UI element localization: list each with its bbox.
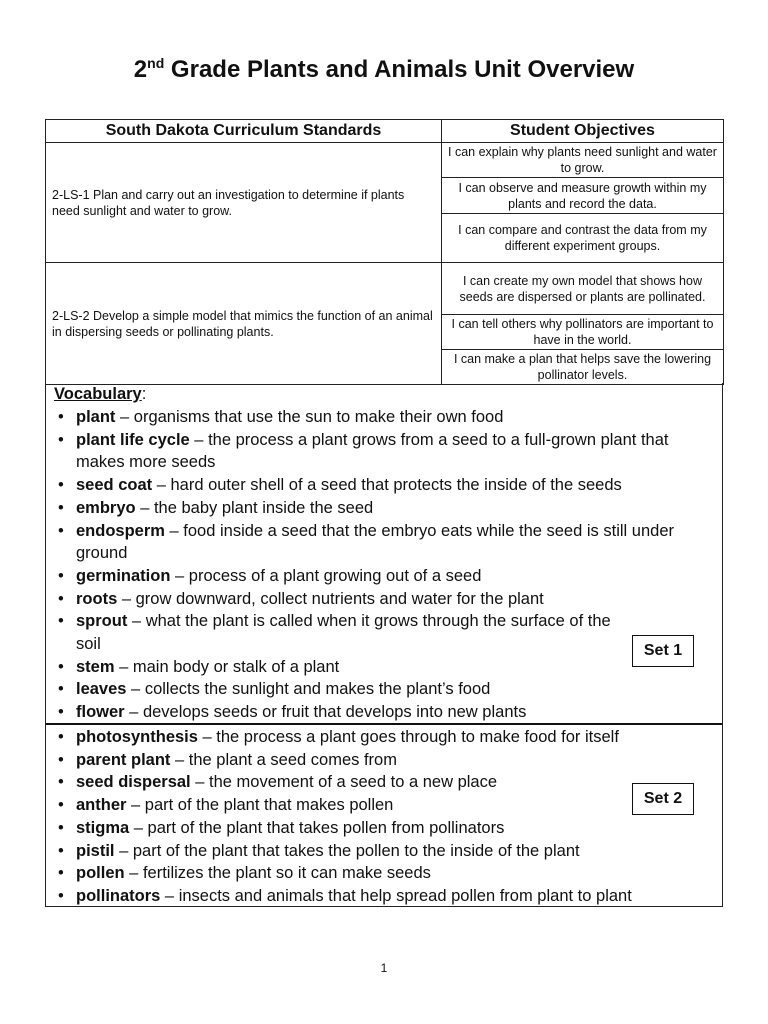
vocab-item: • pollen – fertilizes the plant so it can make seeds [54,862,704,885]
vocab-item: • seed coat – hard outer shell of a seed that protects the inside of the seeds [54,474,704,497]
vocab-item: • roots – grow downward, collect nutrients and water for the plant [54,588,704,611]
vocab-item: • seed dispersal – the movement of a seed to a new place [54,771,704,794]
vocab-item: • embryo – the baby plant inside the seed [54,497,704,520]
set1-label: Set 1 [632,635,694,667]
vocab-item: • leaves – collects the sunlight and makes the plant’s food [54,678,704,701]
table-row [46,143,724,178]
vocab-item: • germination – process of a plant growing out of a seed [54,565,704,588]
table-header-row [46,120,724,143]
vocabulary-section [45,383,723,907]
vocab-item: • sprout – what the plant is called when it grows through the surface of the soil [54,610,616,655]
set2-label: Set 2 [632,783,694,815]
vocab-item: • photosynthesis – the process a plant goes through to make food for itself [54,726,704,749]
objective-cell: I can explain why plants need sunlight and water to grow. [442,143,724,178]
vocabulary-heading: Vocabulary: [54,385,147,403]
vocab-set1-list [54,406,704,724]
standard-cell: 2-LS-2 Develop a simple model that mimics the function of an animal in dispersing seeds or pollinating plants. [46,263,442,385]
vocab-item: • plant – organisms that use the sun to make their own food [54,406,704,429]
vocab-set2-list [54,726,704,908]
standards-header: South Dakota Curriculum Standards [46,120,442,143]
standards-table [45,119,724,385]
set-divider [46,723,722,725]
objective-cell: I can observe and measure growth within my plants and record the data. [442,178,724,214]
objective-cell: I can make a plan that helps save the lowering pollinator levels. [442,350,724,385]
objectives-header: Student Objectives [442,120,724,143]
objective-cell: I can create my own model that shows how seeds are dispersed or plants are pollinated. [442,263,724,315]
vocab-item: • parent plant – the plant a seed comes from [54,749,704,772]
vocab-item: • stem – main body or stalk of a plant [54,656,704,679]
standard-cell: 2-LS-1 Plan and carry out an investigation to determine if plants need sunlight and water to grow. [46,143,442,263]
page-number: 1 [380,961,388,975]
page-title: 2nd Grade Plants and Animals Unit Overview [133,55,635,83]
vocab-item: • anther – part of the plant that makes pollen [54,794,704,817]
vocab-item: • stigma – part of the plant that takes pollen from pollinators [54,817,704,840]
table-row [46,263,724,315]
objective-cell: I can compare and contrast the data from my different experiment groups. [442,214,724,263]
objective-cell: I can tell others why pollinators are important to have in the world. [442,315,724,350]
vocab-item: • flower – develops seeds or fruit that develops into new plants [54,701,704,724]
vocab-item: • pollinators – insects and animals that help spread pollen from plant to plant [54,885,704,908]
vocab-item: • plant life cycle – the process a plant grows from a seed to a full-grown plant that makes more seeds [54,429,704,474]
vocab-item: • pistil – part of the plant that takes the pollen to the inside of the plant [54,840,704,863]
vocab-item: • endosperm – food inside a seed that the embryo eats while the seed is still under ground [54,520,704,565]
title-superscript: nd [147,55,165,71]
